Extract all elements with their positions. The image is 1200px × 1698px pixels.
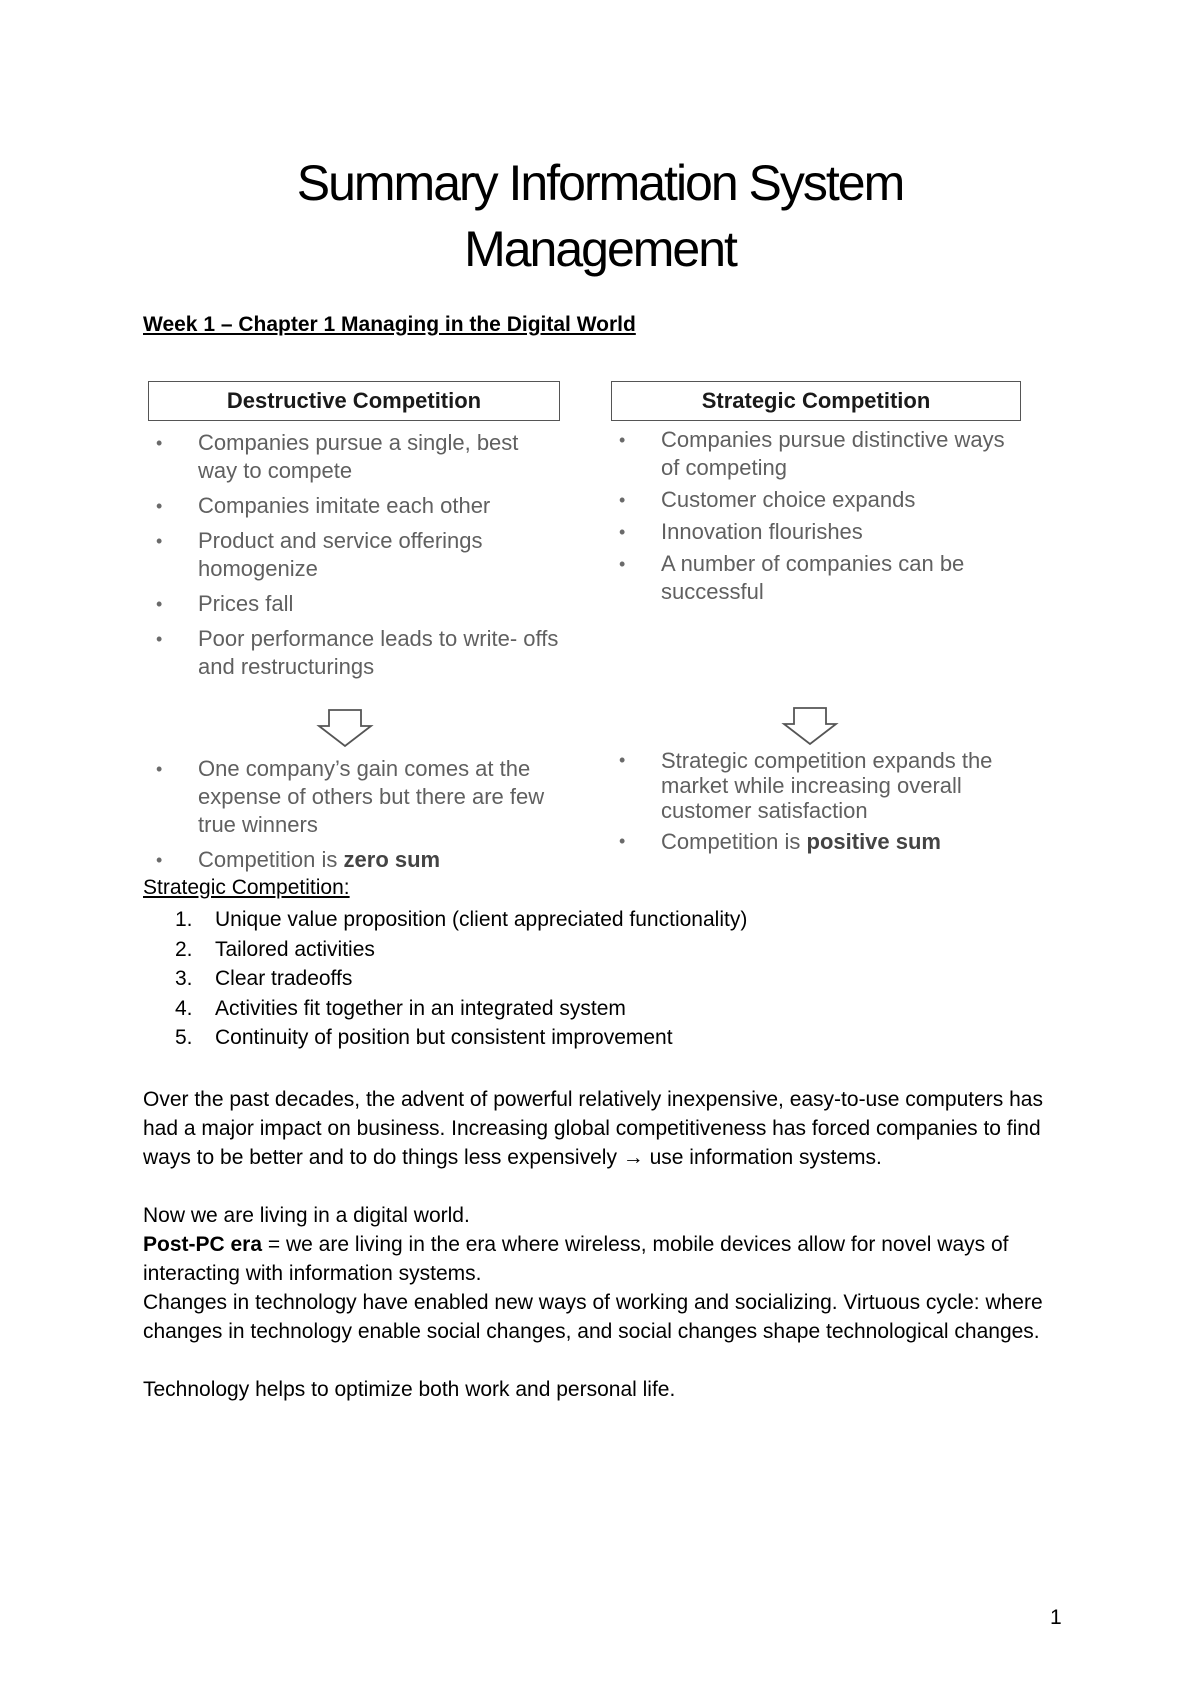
strategic-competition-column bbox=[611, 381, 1021, 610]
bullet-icon: • bbox=[156, 531, 163, 551]
post-pc-term: Post-PC era bbox=[143, 1233, 263, 1256]
list-item: • Competition is zero sum bbox=[156, 847, 441, 872]
list-item: 5. Continuity of position but consistent improvement bbox=[175, 1026, 673, 1049]
down-arrow-icon bbox=[780, 706, 840, 746]
bullet-icon: • bbox=[156, 496, 163, 516]
paragraph-virtuous-cycle: Changes in technology have enabled new ways of working and socializing. Virtuous cycle: where changes in technology enable social changes, and social changes shape technological changes. bbox=[143, 1291, 1043, 1343]
list-item: • One company’s gain comes at the expense of others but there are few true winners bbox=[156, 756, 545, 837]
bullet-icon: • bbox=[156, 594, 163, 614]
paragraph-post-pc-era: Post-PC era = we are living in the era where wireless, mobile devices allow for novel ways of interacting with information systems. bbox=[143, 1233, 1009, 1285]
list-item: • A number of companies can be successful bbox=[619, 551, 965, 604]
destructive-competition-header: Destructive Competition bbox=[148, 381, 560, 421]
title-line-1: Summary Information System bbox=[296, 155, 904, 211]
title-line-2: Management bbox=[464, 221, 736, 277]
destructive-outcomes bbox=[148, 755, 560, 874]
list-item: • Companies pursue distinctive ways of competing bbox=[619, 427, 1005, 480]
paragraph-computers-impact: Over the past decades, the advent of powerful relatively inexpensive, easy-to-use computers has had a major impact on business. Increasing global competitiveness has forced companies to find ways to be better and to do things less expensively → use information systems. bbox=[143, 1088, 1043, 1169]
strategic-competition-heading: Strategic Competition: bbox=[143, 876, 350, 899]
destructive-bullets bbox=[148, 429, 560, 681]
list-item: • Companies pursue a single, best way to compete bbox=[156, 430, 519, 483]
list-item: • Prices fall bbox=[156, 591, 294, 616]
right-arrow-icon: → bbox=[622, 1146, 644, 1169]
list-item: 4. Activities fit together in an integrated system bbox=[175, 996, 626, 1020]
list-item: 2. Tailored activities bbox=[175, 937, 375, 961]
destructive-competition-column bbox=[148, 381, 560, 688]
down-arrow-icon bbox=[315, 708, 375, 748]
list-item: • Innovation flourishes bbox=[619, 519, 863, 544]
destructive-outcomes-block bbox=[148, 755, 560, 881]
strategic-competition-header: Strategic Competition bbox=[611, 381, 1021, 421]
list-item: • Competition is positive sum bbox=[619, 829, 941, 854]
list-item: • Product and service offerings homogenize bbox=[156, 528, 483, 581]
strategic-outcomes bbox=[611, 748, 1021, 854]
strategic-bullets bbox=[611, 426, 1021, 606]
paragraph-optimize-life: Technology helps to optimize both work and personal life. bbox=[143, 1378, 676, 1401]
bullet-icon: • bbox=[619, 430, 626, 450]
strategic-outcomes-block bbox=[611, 748, 1021, 860]
bullet-icon: • bbox=[156, 433, 163, 453]
list-item: • Customer choice expands bbox=[619, 487, 916, 512]
bullet-icon: • bbox=[619, 490, 626, 510]
positive-sum-emphasis: positive sum bbox=[806, 829, 941, 854]
list-item: 1. Unique value proposition (client appreciated functionality) bbox=[175, 908, 748, 931]
page-number: 1 bbox=[1050, 1606, 1062, 1629]
bullet-icon: • bbox=[156, 850, 163, 870]
list-item: • Strategic competition expands the market while increasing overall customer satisfaction bbox=[619, 748, 993, 823]
list-item: 3. Clear tradeoffs bbox=[175, 967, 353, 990]
week-heading: Week 1 – Chapter 1 Managing in the Digital World bbox=[143, 313, 636, 336]
list-item: • Poor performance leads to write- offs and restructurings bbox=[156, 626, 559, 679]
bullet-icon: • bbox=[619, 554, 626, 574]
list-item: • Companies imitate each other bbox=[156, 493, 491, 518]
bullet-icon: • bbox=[156, 629, 163, 649]
bullet-icon: • bbox=[619, 750, 626, 770]
bullet-icon: • bbox=[156, 759, 163, 779]
bullet-icon: • bbox=[619, 831, 626, 851]
zero-sum-emphasis: zero sum bbox=[343, 847, 441, 872]
bullet-icon: • bbox=[619, 522, 626, 542]
strategic-competition-list bbox=[175, 905, 747, 1053]
paragraph-digital-world: Now we are living in a digital world. bbox=[143, 1204, 470, 1227]
document-title bbox=[0, 150, 1200, 282]
